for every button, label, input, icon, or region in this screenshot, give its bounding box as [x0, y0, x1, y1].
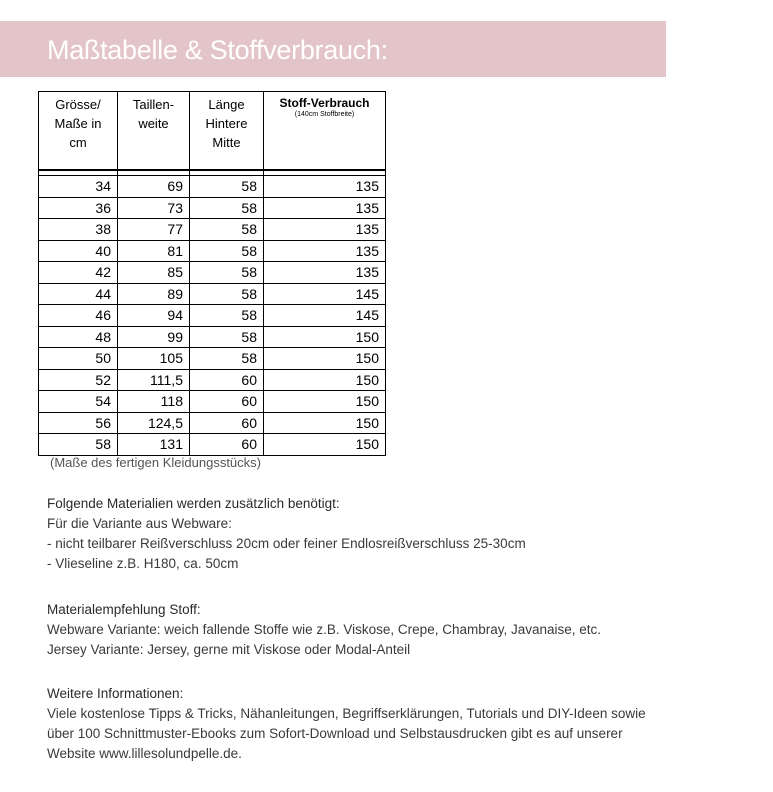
cell-fabric: 135	[264, 262, 386, 284]
cell-waist: 118	[118, 391, 190, 413]
cell-length: 60	[190, 412, 264, 434]
recommendation-heading: Materialempfehlung Stoff:	[47, 602, 201, 617]
cell-fabric: 135	[264, 240, 386, 262]
size-table	[38, 91, 386, 456]
materials-line: - nicht teilbarer Reißverschluss 20cm oder feiner Endlosreißverschluss 25-30cm	[47, 536, 526, 551]
cell-length: 58	[190, 219, 264, 241]
info-line: Website www.lillesolundpelle.de.	[47, 746, 242, 761]
table-note: (Maße des fertigen Kleidungsstücks)	[50, 455, 261, 470]
info-heading: Weitere Informationen:	[47, 686, 184, 701]
cell-fabric: 150	[264, 434, 386, 456]
cell-length: 58	[190, 176, 264, 198]
cell-length: 58	[190, 305, 264, 327]
cell-fabric: 135	[264, 219, 386, 241]
cell-size: 40	[39, 240, 118, 262]
page-title: Maßtabelle & Stoffverbrauch:	[47, 35, 388, 65]
cell-waist: 105	[118, 348, 190, 370]
cell-size: 56	[39, 412, 118, 434]
cell-size: 52	[39, 369, 118, 391]
cell-fabric: 150	[264, 369, 386, 391]
header-fabric: Stoff-Verbrauch (140cm Stoffbreite)	[264, 92, 386, 171]
info-line: über 100 Schnittmuster-Ebooks zum Sofort-Download und Selbstausdrucken gibt es auf unserer	[47, 726, 623, 741]
header-length: Länge Hintere Mitte	[190, 92, 264, 171]
cell-fabric: 150	[264, 412, 386, 434]
table-row	[39, 434, 386, 456]
table-row	[39, 176, 386, 198]
cell-size: 42	[39, 262, 118, 284]
cell-waist: 85	[118, 262, 190, 284]
cell-size: 36	[39, 197, 118, 219]
cell-length: 58	[190, 326, 264, 348]
cell-size: 38	[39, 219, 118, 241]
info-line: Viele kostenlose Tipps & Tricks, Nähanleitungen, Begriffserklärungen, Tutorials und DIY-Ideen sowie	[47, 706, 646, 721]
cell-size: 44	[39, 283, 118, 305]
cell-length: 58	[190, 348, 264, 370]
header-size: Grösse/ Maße in cm	[39, 92, 118, 171]
recommendation-section	[47, 600, 601, 660]
table-row	[39, 391, 386, 413]
cell-length: 58	[190, 262, 264, 284]
table-header-row	[39, 92, 386, 171]
cell-fabric: 145	[264, 305, 386, 327]
cell-fabric: 150	[264, 391, 386, 413]
cell-waist: 111,5	[118, 369, 190, 391]
cell-length: 60	[190, 434, 264, 456]
materials-section	[47, 494, 526, 574]
cell-length: 60	[190, 391, 264, 413]
cell-waist: 94	[118, 305, 190, 327]
table-row	[39, 240, 386, 262]
cell-fabric: 150	[264, 348, 386, 370]
cell-waist: 77	[118, 219, 190, 241]
cell-length: 58	[190, 240, 264, 262]
table-row	[39, 283, 386, 305]
cell-length: 60	[190, 369, 264, 391]
cell-length: 58	[190, 283, 264, 305]
cell-waist: 89	[118, 283, 190, 305]
recommendation-line: Webware Variante: weich fallende Stoffe wie z.B. Viskose, Crepe, Chambray, Javanaise, etc.	[47, 622, 602, 637]
cell-size: 48	[39, 326, 118, 348]
cell-waist: 81	[118, 240, 190, 262]
table-row	[39, 369, 386, 391]
info-section	[47, 684, 646, 764]
cell-size: 54	[39, 391, 118, 413]
cell-waist: 131	[118, 434, 190, 456]
cell-waist: 99	[118, 326, 190, 348]
cell-fabric: 135	[264, 197, 386, 219]
cell-size: 58	[39, 434, 118, 456]
materials-line: Für die Variante aus Webware:	[47, 516, 232, 531]
cell-size: 34	[39, 176, 118, 198]
table-row	[39, 348, 386, 370]
cell-fabric: 135	[264, 176, 386, 198]
cell-waist: 69	[118, 176, 190, 198]
table-row	[39, 197, 386, 219]
cell-fabric: 150	[264, 326, 386, 348]
materials-line: - Vlieseline z.B. H180, ca. 50cm	[47, 556, 239, 571]
cell-waist: 73	[118, 197, 190, 219]
materials-heading: Folgende Materialien werden zusätzlich benötigt:	[47, 496, 340, 511]
cell-length: 58	[190, 197, 264, 219]
table-row	[39, 326, 386, 348]
cell-size: 50	[39, 348, 118, 370]
header-fabric-note: (140cm Stoffbreite)	[294, 111, 355, 118]
header-waist: Taillen- weite	[118, 92, 190, 171]
cell-size: 46	[39, 305, 118, 327]
table-row	[39, 412, 386, 434]
table-row	[39, 262, 386, 284]
recommendation-line: Jersey Variante: Jersey, gerne mit Viskose oder Modal-Anteil	[47, 642, 411, 657]
cell-fabric: 145	[264, 283, 386, 305]
cell-waist: 124,5	[118, 412, 190, 434]
table-row	[39, 305, 386, 327]
table-row	[39, 219, 386, 241]
